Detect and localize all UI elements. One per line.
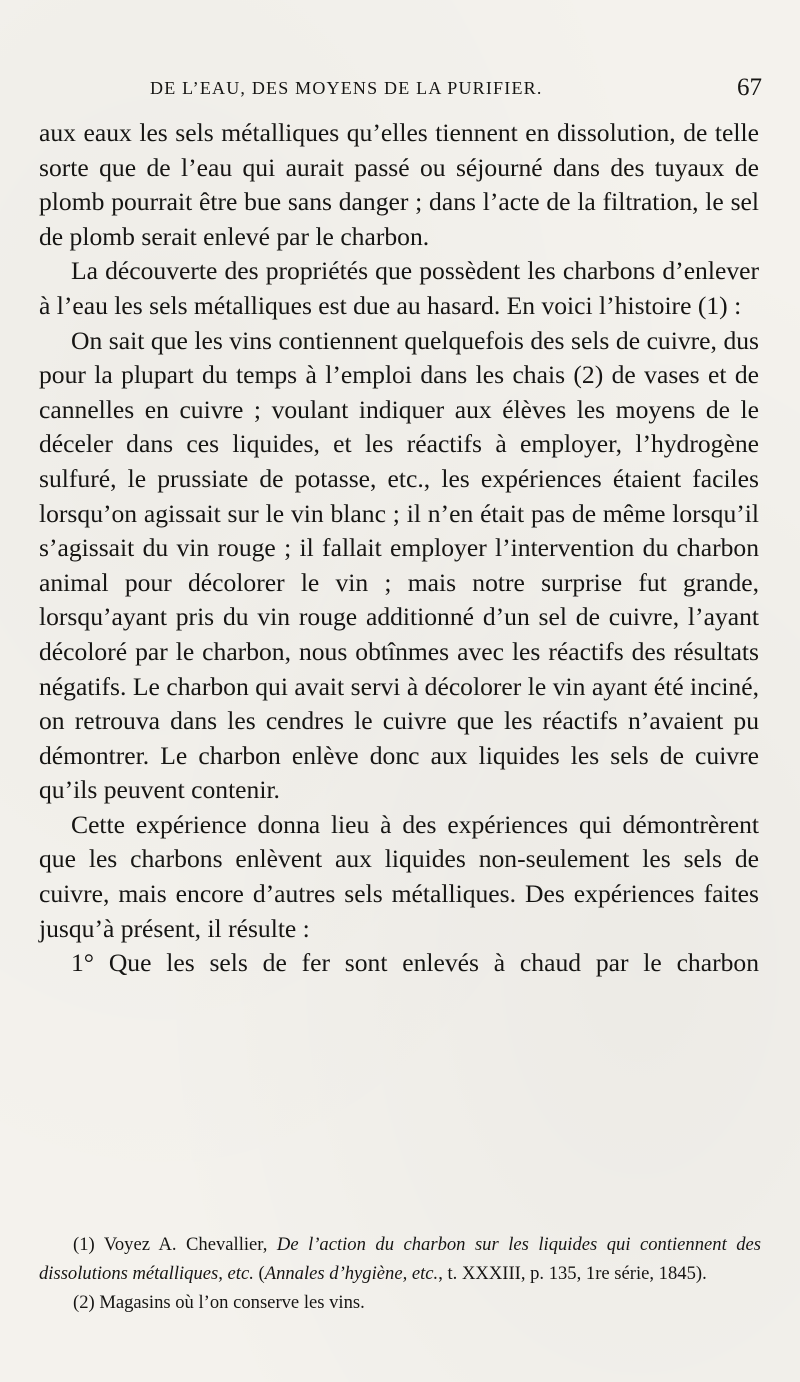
running-title: DE L’EAU, DES MOYENS DE LA PURIFIER. (150, 78, 543, 98)
footnote-reference: , t. XXXIII, p. 135, 1re série, 1845). (438, 1263, 707, 1284)
footnote-text: Magasins où l’on conserve les vins. (99, 1292, 365, 1313)
footnote-2 (39, 1288, 761, 1317)
paragraph: aux eaux les sels métalliques qu’elles tiennent en dissolution, de telle sorte que de l’eau qui aurait passé ou séjourné dans des tuyaux de plomb pourrait être bue sans danger ; dans l’acte de la filtration, le sel de plomb serait enlevé par le charbon. (39, 118, 759, 251)
page-header (150, 74, 762, 104)
footnote-work-title: De l’action du charbon sur les liquides qui contiennent des dissolutions métalliques, etc. (39, 1234, 762, 1284)
footnote-marker: (2) (73, 1292, 95, 1313)
footnote-paren: ( (258, 1263, 265, 1284)
footnote-journal: Annales d’hygiène, etc. (264, 1263, 439, 1284)
footnotes (39, 1230, 761, 1317)
page-number: 67 (737, 74, 762, 101)
footnote-1 (39, 1230, 761, 1288)
paragraph: 1° Que les sels de fer sont enlevés à chaud par le charbon (71, 948, 759, 978)
paragraph: On sait que les vins contiennent quelquefois des sels de cuivre, dus pour la plupart du temps à l’emploi dans les chais (2) de vases et de cannelles en cuivre ; voulant indiquer aux élèves les moyens de le déceler dans ces liquides, et les réactifs à employer, l’hydrogène sulfuré, le prussiate de potasse, etc., les expériences étaient faciles lorsqu’on agissait sur le vin blanc ; il n’en était pas de même lorsqu’il s’agissait du vin rouge ; il fallait employer l’intervention du charbon animal pour décolorer le vin ; mais notre surprise fut grande, lorsqu’ayant pris du vin rouge additionné d’un sel de cuivre, l’ayant décoloré par le charbon, nous obtînmes avec les réactifs des résultats négatifs. Le charbon qui avait servi à décolorer le vin ayant été inciné, on retrouva dans les cendres le cuivre que les réactifs n’avaient pu démontrer. Le charbon enlève donc aux liquides les sels de cuivre qu’ils peuvent contenir. (39, 325, 759, 805)
paragraph: La découverte des propriétés que possèdent les charbons d’enlever à l’eau les sels métalliques est due au hasard. En voici l’histoire (1) : (39, 256, 759, 320)
main-text (39, 116, 759, 981)
footnote-marker: (1) (73, 1234, 95, 1255)
footnote-text: Voyez A. Chevallier, (103, 1234, 268, 1255)
paragraph: Cette expérience donna lieu à des expériences qui démontrèrent que les charbons enlèvent aux liquides non-seulement les sels de cuivre, mais encore d’autres sels métalliques. Des expériences faites jusqu’à présent, il résulte : (39, 809, 759, 943)
